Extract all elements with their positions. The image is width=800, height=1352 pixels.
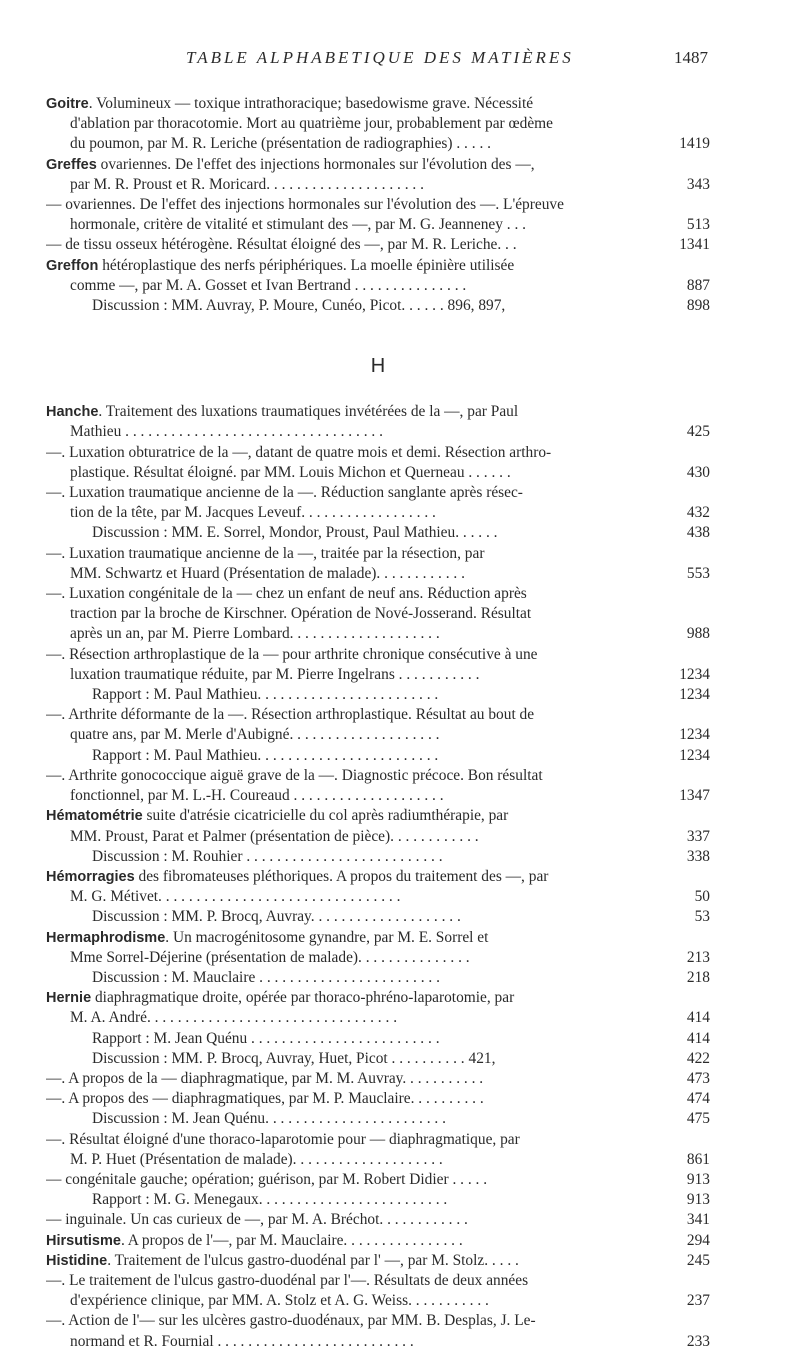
index-entry xyxy=(46,94,710,155)
index-subentry-line xyxy=(46,523,710,543)
page-reference: 553 xyxy=(681,564,710,584)
page-reference: 1341 xyxy=(673,235,710,255)
page-reference: 50 xyxy=(689,887,710,907)
index-text: luxation traumatique réduite, par M. Pierre Ingelrans . . . . . . . . . . . xyxy=(70,665,480,683)
index-entry-line xyxy=(46,827,710,847)
page-reference: 1419 xyxy=(673,134,710,154)
page-reference: 294 xyxy=(681,1231,710,1251)
index-subentry-line xyxy=(46,746,710,766)
index-entry xyxy=(46,645,710,706)
index-subentry-line xyxy=(46,1190,710,1210)
index-text: —. A propos des — diaphragmatiques, par M. P. Mauclaire. . . . . . . . . . xyxy=(46,1090,484,1108)
index-text: Rapport : M. Paul Mathieu. . . . . . . . . . . . . . . . . . . . . . . . xyxy=(92,746,439,764)
page-reference: 233 xyxy=(681,1332,710,1352)
index-subentry-line xyxy=(46,1049,710,1069)
index-entry-line xyxy=(46,786,710,806)
page-reference: 338 xyxy=(681,847,710,867)
index-text: suite d'atrésie cicatricielle du col après radiumthérapie, par xyxy=(142,807,509,825)
index-text: — inguinale. Un cas curieux de —, par M. A. Bréchot. . . . . . . . . . . . xyxy=(46,1211,468,1229)
index-entry xyxy=(46,806,710,867)
index-entries xyxy=(46,94,710,1352)
index-entry-line xyxy=(46,1231,710,1251)
index-text: —. Luxation traumatique ancienne de la —, traitée par la résection, par xyxy=(46,544,485,562)
index-text: tion de la tête, par M. Jacques Leveuf. . . . . . . . . . . . . . . . . . xyxy=(70,504,436,522)
index-entry xyxy=(46,1069,710,1089)
page-reference: 988 xyxy=(681,624,710,644)
index-entry xyxy=(46,443,710,483)
index-subentry-line xyxy=(46,296,710,316)
index-entry xyxy=(46,1231,710,1251)
section-letter-heading: H xyxy=(370,355,386,378)
index-entry-line xyxy=(46,1271,710,1291)
index-subentry-line xyxy=(46,847,710,867)
index-text: Rapport : M. Paul Mathieu. . . . . . . . . . . . . . . . . . . . . . . . xyxy=(92,686,439,704)
index-text: fonctionnel, par M. L.-H. Coureaud . . . . . . . . . . . . . . . . . . . . xyxy=(70,787,444,805)
index-entry-line xyxy=(46,155,710,175)
index-text: Discussion : MM. Auvray, P. Moure, Cunéo, Picot. . . . . . 896, 897, xyxy=(92,297,506,315)
page-reference: 341 xyxy=(681,1210,710,1230)
page-reference: 218 xyxy=(681,968,710,988)
index-entry-line xyxy=(46,1311,710,1331)
index-text: . Un macrogénitosome gynandre, par M. E. Sorrel et xyxy=(165,928,489,946)
index-entry-line xyxy=(46,1170,710,1190)
index-text: Discussion : M. Jean Quénu. . . . . . . . . . . . . . . . . . . . . . . . xyxy=(92,1110,446,1128)
index-text: —. Luxation obturatrice de la —, datant de quatre mois et demi. Résection arthro- xyxy=(46,443,552,461)
index-entry-line xyxy=(46,1251,710,1271)
index-entry-line xyxy=(46,725,710,745)
index-text: des fibromateuses pléthoriques. A propos du traitement des —, par xyxy=(134,867,549,885)
index-text: . Traitement des luxations traumatiques invétérées de la —, par Paul xyxy=(98,403,519,421)
index-entry-line xyxy=(46,1130,710,1150)
index-text: Mme Sorrel-Déjerine (présentation de malade). . . . . . . . . . . . . . . xyxy=(70,948,470,966)
index-entry xyxy=(46,988,710,1069)
page-reference: 913 xyxy=(681,1190,710,1210)
index-entry-line xyxy=(46,463,710,483)
index-entry-line xyxy=(46,1150,710,1170)
index-entry-line xyxy=(46,483,710,503)
index-text: diaphragmatique droite, opérée par thoraco-phréno-laparotomie, par xyxy=(91,989,515,1007)
index-text: —. Luxation traumatique ancienne de la —. Réduction sanglante après résec- xyxy=(46,484,523,502)
index-entry-line xyxy=(46,175,710,195)
index-keyword: Hanche xyxy=(46,404,99,421)
index-text: —. Arthrite gonococcique aiguë grave de la —. Diagnostic précoce. Bon résultat xyxy=(46,766,543,784)
index-text: . Volumineux — toxique intrathoracique; basedowisme grave. Nécessité xyxy=(88,95,534,112)
index-entry xyxy=(46,195,710,235)
page-reference: 513 xyxy=(681,215,710,235)
index-text: Discussion : MM. P. Brocq, Auvray, Huet, Picot . . . . . . . . . . 421, xyxy=(92,1049,496,1067)
index-text: après un an, par M. Pierre Lombard. . . . . . . . . . . . . . . . . . . . xyxy=(70,625,440,643)
index-entry-line xyxy=(46,564,710,584)
index-entry-line xyxy=(46,867,710,887)
index-entry xyxy=(46,1089,710,1129)
page-reference: 1234 xyxy=(673,746,710,766)
index-text: M. A. André. . . . . . . . . . . . . . . . . . . . . . . . . . . . . . . . . xyxy=(70,1009,398,1027)
index-text: —. Arthrite déformante de la —. Résection arthroplastique. Résultat au bout de xyxy=(46,706,535,724)
index-text: MM. Proust, Parat et Palmer (présentation de pièce). . . . . . . . . . . . xyxy=(70,827,479,845)
index-entry xyxy=(46,544,710,584)
page-reference: 438 xyxy=(681,523,710,543)
index-keyword: Hémorragies xyxy=(46,868,135,885)
index-keyword: Hernie xyxy=(46,990,92,1007)
index-entry-line xyxy=(46,114,710,134)
page-reference: 414 xyxy=(681,1008,710,1028)
index-entry-line xyxy=(46,94,710,114)
index-entry-line xyxy=(46,645,710,665)
page-title: TABLE ALPHABETIQUE DES MATIÈRES xyxy=(186,48,574,67)
index-entry-line xyxy=(46,624,710,644)
index-keyword: Greffon xyxy=(46,257,99,274)
page-reference: 337 xyxy=(681,827,710,847)
index-entry-line xyxy=(46,584,710,604)
page-reference: 1234 xyxy=(673,685,710,705)
page-reference: 474 xyxy=(681,1089,710,1109)
page-reference: 343 xyxy=(681,175,710,195)
index-text: Discussion : M. Rouhier . . . . . . . . . . . . . . . . . . . . . . . . . . xyxy=(92,847,443,865)
index-text: hormonale, critère de vitalité et stimulant des —, par M. G. Jeanneney . . . xyxy=(70,216,527,234)
index-entry-line xyxy=(46,1332,710,1352)
index-keyword: Goitre xyxy=(46,96,89,112)
index-text: par M. R. Proust et R. Moricard. . . . . . . . . . . . . . . . . . . . . xyxy=(70,175,424,193)
index-text: traction par la broche de Kirschner. Opération de Nové-Josserand. Résultat xyxy=(70,605,532,623)
page-reference: 432 xyxy=(681,503,710,523)
index-entry-line xyxy=(46,988,710,1008)
index-entry-line xyxy=(46,544,710,564)
index-text: d'ablation par thoracotomie. Mort au quatrième jour, probablement par œdème xyxy=(70,115,553,133)
index-text: normand et R. Fournial . . . . . . . . . . . . . . . . . . . . . . . . . . xyxy=(70,1332,414,1350)
index-keyword: Hématométrie xyxy=(46,808,143,825)
index-entry-line xyxy=(46,503,710,523)
index-entry-line xyxy=(46,705,710,725)
index-text: — congénitale gauche; opération; guérison, par M. Robert Didier . . . . . xyxy=(46,1170,488,1188)
index-entry xyxy=(46,483,710,544)
index-subentry-line xyxy=(46,1109,710,1129)
index-entry xyxy=(46,705,710,766)
index-entry-line xyxy=(46,1089,710,1109)
page-reference: 1234 xyxy=(673,665,710,685)
page-reference: 425 xyxy=(681,422,710,442)
index-text: —. Le traitement de l'ulcus gastro-duodénal par l'—. Résultats de deux années xyxy=(46,1271,529,1289)
index-entry xyxy=(46,1210,710,1230)
page-reference: 887 xyxy=(681,276,710,296)
index-entry xyxy=(46,1251,710,1271)
index-entry-line xyxy=(46,256,710,276)
index-keyword: Greffes xyxy=(46,156,97,173)
index-entry-line xyxy=(46,806,710,826)
page-reference: 213 xyxy=(681,948,710,968)
index-text: Discussion : MM. P. Brocq, Auvray. . . . . . . . . . . . . . . . . . . . xyxy=(92,908,461,926)
index-text: d'expérience clinique, par MM. A. Stolz et A. G. Weiss. . . . . . . . . . . xyxy=(70,1292,489,1310)
index-text: Discussion : M. Mauclaire . . . . . . . . . . . . . . . . . . . . . . . . xyxy=(92,968,440,986)
index-entry-line xyxy=(46,276,710,296)
index-text: hétéroplastique des nerfs périphériques. La moelle épinière utilisée xyxy=(98,256,515,274)
index-entry-line xyxy=(46,1291,710,1311)
index-text: Discussion : MM. E. Sorrel, Mondor, Proust, Paul Mathieu. . . . . . xyxy=(92,524,498,542)
index-text: quatre ans, par M. Merle d'Aubigné. . . . . . . . . . . . . . . . . . . . xyxy=(70,726,440,744)
index-entry xyxy=(46,766,710,806)
index-subentry-line xyxy=(46,1029,710,1049)
index-text: M. P. Huet (Présentation de malade). . . . . . . . . . . . . . . . . . . . xyxy=(70,1150,443,1168)
index-entry-line xyxy=(46,1008,710,1028)
index-keyword: Hermaphrodisme xyxy=(46,929,166,946)
index-entry-line xyxy=(46,235,710,255)
index-text: . Traitement de l'ulcus gastro-duodénal par l' —, par M. Stolz. . . . . xyxy=(107,1251,519,1269)
running-header xyxy=(0,48,800,74)
index-entry xyxy=(46,1130,710,1170)
index-subentry-line xyxy=(46,685,710,705)
index-text: du poumon, par M. R. Leriche (présentation de radiographies) . . . . . xyxy=(70,135,491,153)
index-entry xyxy=(46,256,710,317)
index-entry-line xyxy=(46,604,710,624)
index-entry-line xyxy=(46,928,710,948)
page-reference: 422 xyxy=(681,1049,710,1069)
page-reference: 475 xyxy=(681,1109,710,1129)
page-reference: 473 xyxy=(681,1069,710,1089)
index-entry xyxy=(46,155,710,195)
index-entry xyxy=(46,402,710,442)
index-text: —. Résection arthroplastique de la — pour arthrite chronique consécutive à une xyxy=(46,645,538,663)
page-reference: 861 xyxy=(681,1150,710,1170)
page-reference: 898 xyxy=(681,296,710,316)
page-reference: 1234 xyxy=(673,725,710,745)
index-entry xyxy=(46,235,710,255)
index-subentry-line xyxy=(46,907,710,927)
index-entry-line xyxy=(46,948,710,968)
index-text: — de tissu osseux hétérogène. Résultat éloigné des —, par M. R. Leriche. . . xyxy=(46,236,517,254)
index-text: —. Résultat éloigné d'une thoraco-laparotomie pour — diaphragmatique, par xyxy=(46,1130,520,1148)
index-entry-line xyxy=(46,443,710,463)
page-reference: 237 xyxy=(681,1291,710,1311)
index-text: . A propos de l'—, par M. Mauclaire. . . . . . . . . . . . . . . . xyxy=(120,1231,463,1249)
index-entry xyxy=(46,1311,710,1351)
index-text: —. A propos de la — diaphragmatique, par M. M. Auvray. . . . . . . . . . . xyxy=(46,1069,484,1087)
index-entry-line xyxy=(46,766,710,786)
page-reference: 53 xyxy=(689,907,710,927)
page-reference: 414 xyxy=(681,1029,710,1049)
index-entry xyxy=(46,584,710,645)
index-text: MM. Schwartz et Huard (Présentation de malade). . . . . . . . . . . . xyxy=(70,564,465,582)
index-text: ovariennes. De l'effet des injections hormonales sur l'évolution des —, xyxy=(96,155,535,173)
index-text: —. Luxation congénitale de la — chez un enfant de neuf ans. Réduction après xyxy=(46,585,527,603)
index-entry-line xyxy=(46,1210,710,1230)
index-keyword: Hirsutisme xyxy=(46,1232,121,1249)
page-number: 1487 xyxy=(674,48,708,67)
page-reference: 430 xyxy=(681,463,710,483)
index-entry-line xyxy=(46,215,710,235)
page-reference: 1347 xyxy=(673,786,710,806)
index-entry-line xyxy=(46,195,710,215)
index-text: Mathieu . . . . . . . . . . . . . . . . . . . . . . . . . . . . . . . . . . xyxy=(70,423,383,441)
index-text: comme —, par M. A. Gosset et Ivan Bertrand . . . . . . . . . . . . . . . xyxy=(70,276,467,294)
index-entry-line xyxy=(46,422,710,442)
index-entry xyxy=(46,1271,710,1311)
index-entry-line xyxy=(46,402,710,422)
index-text: Rapport : M. G. Menegaux. . . . . . . . . . . . . . . . . . . . . . . . . xyxy=(92,1191,448,1209)
index-subentry-line xyxy=(46,968,710,988)
index-entry-line xyxy=(46,134,710,154)
index-entry-line xyxy=(46,665,710,685)
index-text: plastique. Résultat éloigné. par MM. Louis Michon et Querneau . . . . . . xyxy=(70,463,511,481)
page-reference: 913 xyxy=(681,1170,710,1190)
index-entry-line xyxy=(46,887,710,907)
index-text: — ovariennes. De l'effet des injections hormonales sur l'évolution des —. L'épreuve xyxy=(46,196,564,214)
index-text: M. G. Métivet. . . . . . . . . . . . . . . . . . . . . . . . . . . . . . . . xyxy=(70,888,401,906)
index-entry xyxy=(46,928,710,989)
index-entry-line xyxy=(46,1069,710,1089)
index-text: Rapport : M. Jean Quénu . . . . . . . . . . . . . . . . . . . . . . . . . xyxy=(92,1029,440,1047)
index-entry xyxy=(46,1170,710,1210)
index-text: —. Action de l'— sur les ulcères gastro-duodénaux, par MM. B. Desplas, J. Le- xyxy=(46,1312,536,1330)
page-reference: 245 xyxy=(681,1251,710,1271)
index-keyword: Histidine xyxy=(46,1252,108,1269)
index-entry xyxy=(46,867,710,928)
